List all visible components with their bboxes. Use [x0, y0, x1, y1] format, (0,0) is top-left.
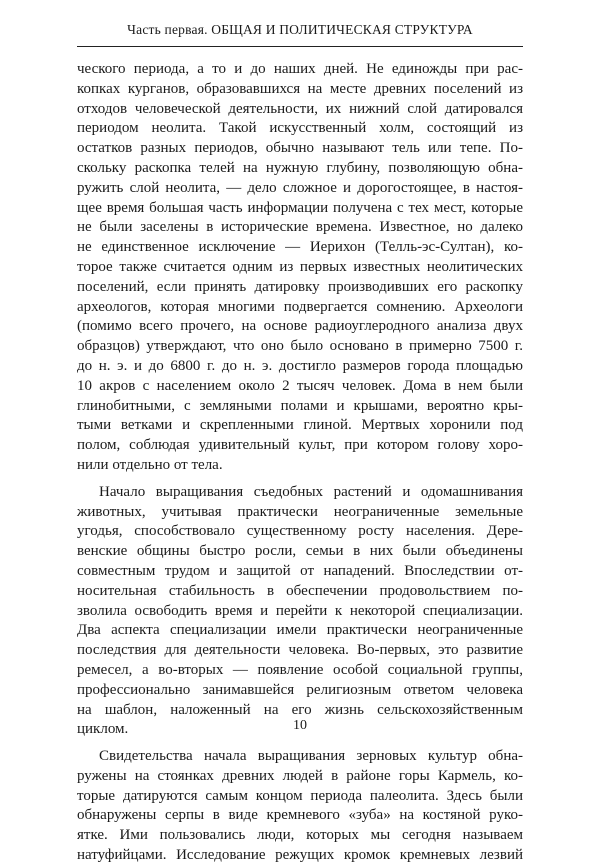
- text-line: глинобитными, с земляными полами и крышами, вероятно кры-: [77, 397, 523, 414]
- paragraph-2: [77, 483, 523, 740]
- text-line: Два аспекта специализации имели практически неограниченные: [77, 622, 523, 639]
- text-line: не были заселены в исторические времена. Известное, но далеко: [77, 219, 523, 236]
- text-line: носительная стабильность в обеспечении продовольствием по-: [77, 582, 523, 599]
- text-line: венские общины быстро росли, семьи в них были объединены: [77, 543, 523, 560]
- text-line: торое также считается одним из первых известных неолитических: [77, 258, 523, 275]
- text-line: профессионально занимавшейся религиозным ответом человека: [77, 681, 523, 698]
- text-line: тыми ветками и скрепленными глиной. Мертвых хоронили под: [77, 417, 523, 434]
- text-line: животных, учитывая практически неограниченные земельные: [77, 503, 523, 520]
- text-line: не единственное исключение — Иерихон (Телль-эс-Султан), ко-: [77, 239, 523, 256]
- text-line: до н. э. и до 6800 г. до н. э. достигло размеров города площадью: [77, 357, 523, 374]
- text-line: ружить слой неолита, — дело сложное и дорогостоящее, в настоя-: [77, 179, 523, 196]
- page-number: 10: [293, 718, 307, 733]
- text-line: поселений, если принять датировку производивших его раскопку: [77, 278, 523, 295]
- text-line: ружены на стоянках древних людей в районе горы Кармель, ко-: [77, 767, 523, 784]
- text-line: остатков разных периодов, обычно называют тель или тепе. По-: [77, 140, 523, 157]
- text-line: обнаружены серпы в виде кремневого «зуба» на костяной руко-: [77, 807, 523, 824]
- paragraph-1: [77, 60, 523, 476]
- paragraph-3: [77, 747, 523, 866]
- text-line: торые датируются самым концом периода палеолита. Здесь были: [77, 787, 523, 804]
- text-line: образцов) утверждают, что оно было основано в примерно 7500 г.: [77, 338, 523, 355]
- text-line: скольку раскопка телей на нужную глубину, позволяющую обна-: [77, 159, 523, 176]
- text-line: ремесел, а во-вторых — появление особой социальной группы,: [77, 661, 523, 678]
- text-line: Начало выращивания съедобных растений и одомашнивания: [99, 483, 523, 500]
- text-line: зволила освободить время и перейти к некоторой специализации.: [77, 602, 523, 619]
- body-text: [77, 60, 523, 866]
- text-line: археологов, которая многими подвергается сомнению. Археологи: [77, 298, 523, 315]
- text-line: последствия для деятельности человека. Во-первых, это развитие: [77, 642, 523, 659]
- text-line: на шаблон, наложенный на его жизнь сельскохозяйственным: [77, 701, 523, 718]
- text-line: угодья, способствовало существенному росту населения. Дере-: [77, 523, 523, 540]
- text-line: циклом.: [77, 721, 129, 738]
- text-line: Свидетельства начала выращивания зерновых культур обна-: [99, 748, 523, 765]
- text-line: ятке. Ими пользовались люди, которых мы сегодня называем: [77, 827, 523, 844]
- text-line: натуфийцами. Исследование режущих кромок кремневых лезвий: [77, 847, 523, 864]
- text-line: щее время большая часть информации получена с тех мест, которые: [77, 199, 523, 216]
- text-line: (помимо всего прочего, на основе радиоуглеродного анализа двух: [77, 318, 523, 335]
- text-line: ческого периода, а то и до наших дней. Не единожды при рас-: [77, 61, 523, 77]
- text-line: совместным трудом и защитой от нападений. Впоследствии от-: [77, 562, 523, 579]
- text-line: периодом неолита. Такой искусственный холм, состоящий из: [77, 120, 523, 137]
- text-line: полом, соблюдая удивительный культ, при котором голову хоро-: [77, 437, 523, 454]
- text-line: нили отдельно от тела.: [77, 456, 223, 473]
- text-line: копках курганов, образовавшихся на месте древних поселений из: [77, 80, 523, 97]
- text-line: 10 акров с населением около 2 тысяч человек. Дома в нем были: [77, 377, 523, 394]
- header-rule: [77, 46, 523, 47]
- running-header: Часть первая. ОБЩАЯ И ПОЛИТИЧЕСКАЯ СТРУКТУРА: [127, 22, 473, 37]
- text-line: отходов человеческой деятельности, их нижний слой датировался: [77, 100, 523, 117]
